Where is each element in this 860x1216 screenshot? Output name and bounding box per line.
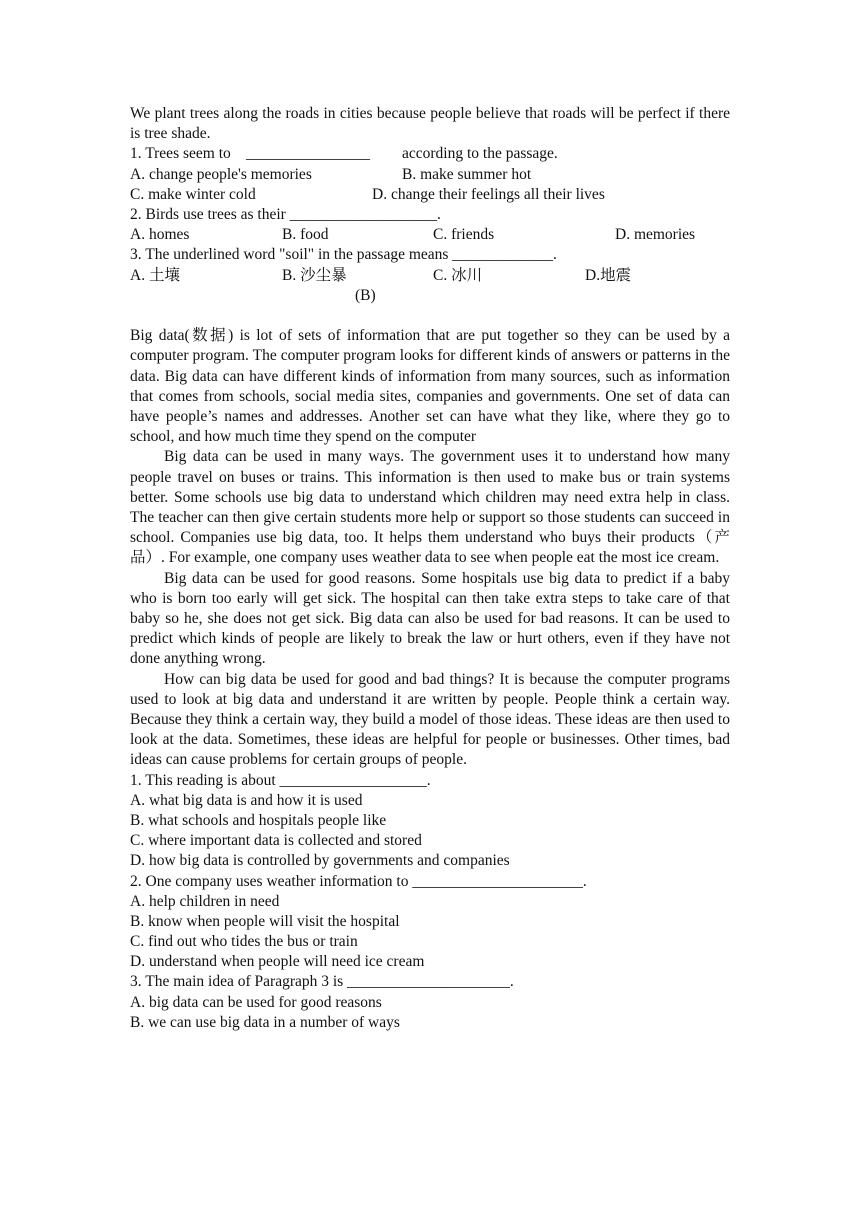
question-a1-text-after: according to the passage.: [402, 145, 558, 163]
option-b: B. 沙尘暴: [282, 266, 347, 284]
option-d: D.地震: [585, 266, 632, 284]
question-a3-options: [130, 266, 730, 286]
question-b1-stem: 1. This reading is about ___________________.: [130, 771, 431, 789]
option-d: D. memories: [615, 226, 696, 244]
option-b: B. food: [282, 226, 329, 244]
section-b-label: (B): [355, 286, 376, 304]
option-b: B. make summer hot: [402, 165, 532, 183]
paragraph-3: Big data can be used for good reasons. Some hospitals use big data to predict if a baby who is born too early will get sick. The hospital can then take extra steps to take care of that baby so he, she does not get sick. Big data can also be used for bad reasons. It can be used to predict which kinds of people are likely to break the law or hurt others, even if they have not done anything wrong.: [130, 569, 730, 668]
question-b1-option-d: D. how big data is controlled by governments and companies: [130, 852, 510, 870]
section-b-heading: [130, 286, 730, 306]
option-c: C. make winter cold: [130, 185, 256, 203]
option-a: A. homes: [130, 226, 190, 244]
question-a1-stem: [130, 144, 730, 164]
question-b2-option-b: B. know when people will visit the hospital: [130, 912, 400, 930]
option-c: C. friends: [433, 226, 495, 244]
question-b3-option-b: B. we can use big data in a number of ways: [130, 1013, 400, 1031]
question-b2-option-a: A. help children in need: [130, 892, 280, 910]
option-d: D. change their feelings all their lives: [372, 185, 605, 203]
question-a2-options: [130, 225, 730, 245]
passage-a-ending: We plant trees along the roads in cities because people believe that roads will be perfect if there is tree shade.: [130, 105, 730, 143]
question-a1-options-ab: [130, 165, 730, 185]
blank-line: [130, 306, 730, 326]
question-a2-stem: 2. Birds use trees as their ___________________.: [130, 205, 441, 223]
paragraph-2: Big data can be used in many ways. The government uses it to understand how many people travel on buses or trains. This information is then used to make bus or train systems better. Some schools use big data to understand which children may need extra help in class. The teacher can then give certain students more help or support so those students can succeed in school. Companies use big data, too. It helps them understand who buys their products（产品）. For example, one company uses weather data to see when people eat the most ice cream.: [130, 448, 730, 567]
option-c: C. 冰川: [433, 266, 483, 284]
question-a1-options-cd: [130, 185, 730, 205]
option-a: A. change people's memories: [130, 165, 312, 183]
question-b1-option-b: B. what schools and hospitals people like: [130, 811, 387, 829]
option-a: A. 土壤: [130, 266, 180, 284]
question-b2-option-d: D. understand when people will need ice cream: [130, 953, 425, 971]
question-b3-option-a: A. big data can be used for good reasons: [130, 993, 382, 1011]
question-b3-stem: 3. The main idea of Paragraph 3 is _____________________.: [130, 973, 514, 991]
paragraph-1: Big data(数据) is lot of sets of information that are put together so they can be used by a computer program. The computer program looks for different kinds of answers or patterns in the data. Big data can have different kinds of information from many sources, such as information that comes from schools, social media sites, companies and governments. One set of data can have people’s names and addresses. Another set can have what they like, where they go to school, and how much time they spend on the computer: [130, 327, 730, 446]
question-b2-option-c: C. find out who tides the bus or train: [130, 933, 358, 951]
paragraph-4: How can big data be used for good and bad things? It is because the computer programs used to look at big data and understand it are written by people. People think a certain way. Because they think a certain way, they build a model of those ideas. These ideas are then used to look at the data. Sometimes, these ideas are helpful for people or businesses. Other times, bad ideas can cause problems for certain groups of people.: [130, 670, 730, 769]
question-b1-option-a: A. what big data is and how it is used: [130, 791, 363, 809]
question-a1-blank: ________________: [246, 145, 370, 163]
document-page: [130, 104, 730, 1033]
question-a3-stem: 3. The underlined word "soil" in the passage means _____________.: [130, 246, 557, 264]
question-b2-stem: 2. One company uses weather information to ______________________.: [130, 872, 587, 890]
question-b1-option-c: C. where important data is collected and stored: [130, 832, 422, 850]
question-a1-text: 1. Trees seem to: [130, 145, 231, 163]
